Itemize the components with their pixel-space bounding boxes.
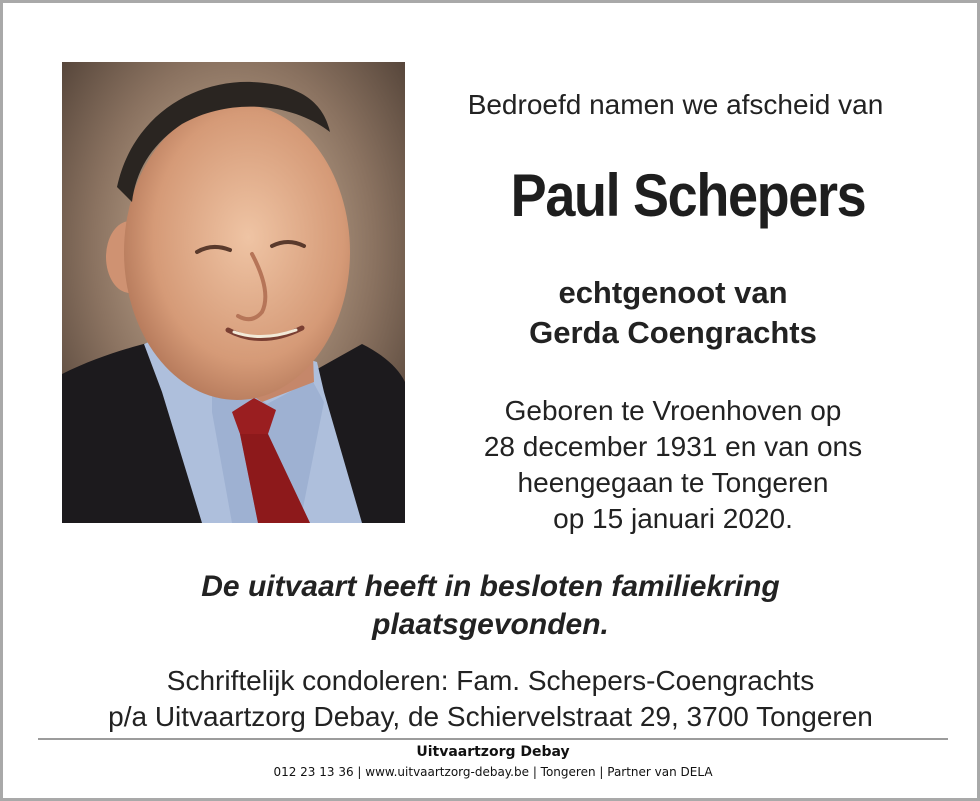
intro-line: Bedroefd namen we afscheid van [467, 89, 884, 120]
bio-line: heengegaan te Tongeren [517, 467, 829, 498]
bio-line: Geboren te Vroenhoven op [504, 395, 842, 426]
bio-line: op 15 januari 2020. [553, 503, 793, 534]
condolence-address [43, 663, 938, 735]
bio-line: 28 december 1931 en van ons [483, 431, 863, 462]
condolence-line: Schriftelijk condoleren: Fam. Schepers-Coengrachts [166, 665, 815, 696]
funeral-line: De uitvaart heeft in besloten familiekring [201, 570, 780, 603]
spouse-name: Gerda Coengrachts [529, 315, 817, 350]
spouse-label: echtgenoot van [558, 275, 788, 310]
portrait-illustration [62, 62, 405, 523]
funeral-home-name: Uitvaartzorg Debay [416, 744, 570, 760]
portrait-photo [62, 62, 405, 523]
birth-death-details [423, 393, 923, 537]
spouse-block [433, 273, 913, 353]
deceased-name: Paul Schepers [510, 162, 866, 229]
footer-divider [38, 738, 948, 740]
funeral-line: plaatsgevonden. [372, 608, 609, 641]
condolence-line: p/a Uitvaartzorg Debay, de Schiervelstraat 29, 3700 Tongeren [108, 701, 873, 732]
funeral-home-contact: 012 23 13 36 | www.uitvaartzorg-debay.be | Tongeren | Partner van DELA [273, 765, 713, 779]
funeral-notice [63, 568, 918, 644]
